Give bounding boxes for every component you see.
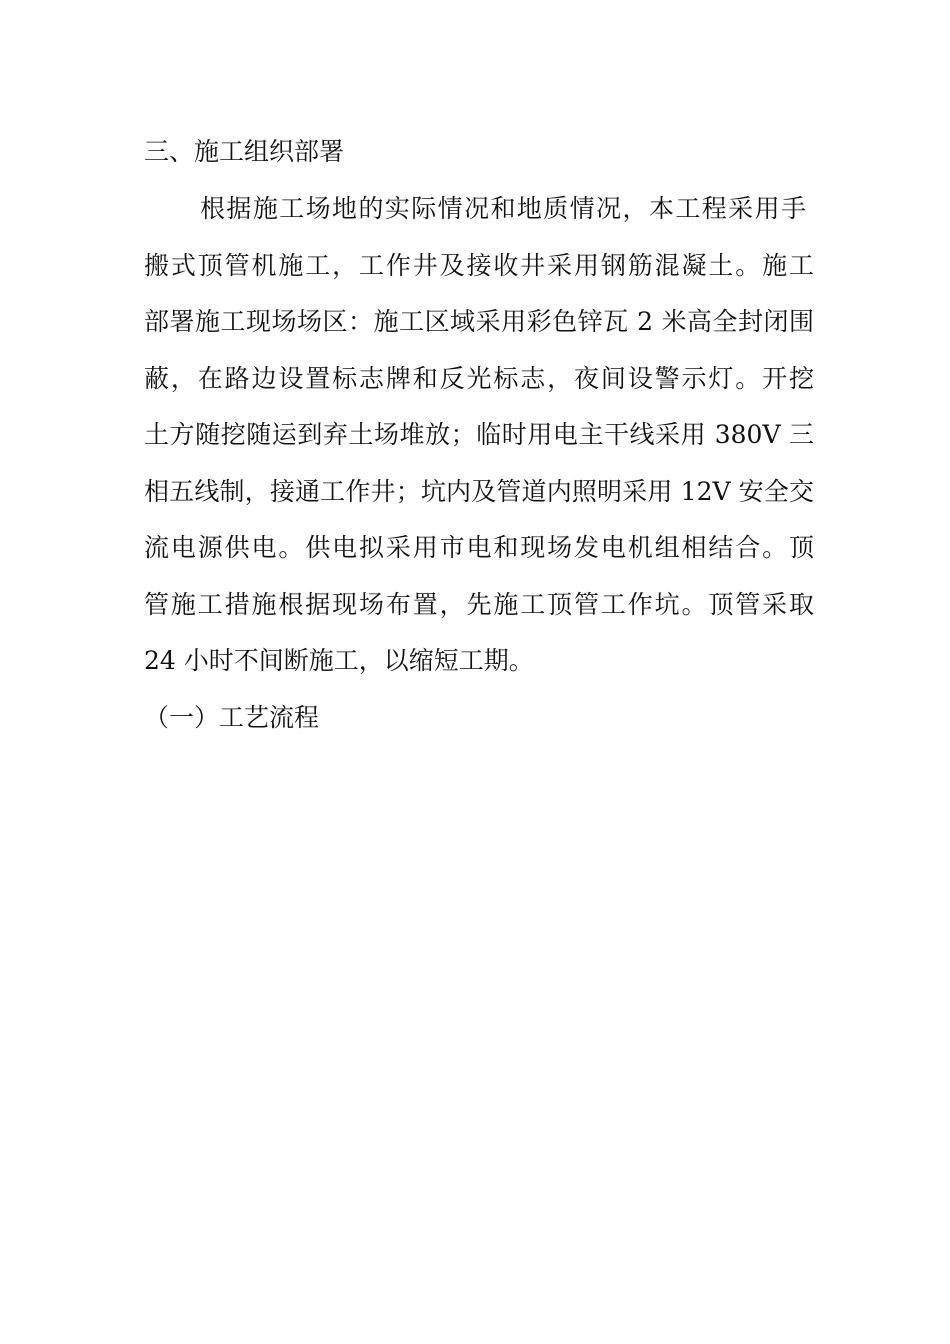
paragraph-line-5: 土方随挖随运到弃土场堆放；临时用电主干线采用 380V 三	[144, 420, 814, 449]
paragraph-line-2: 搬式顶管机施工，工作井及接收井采用钢筋混凝土。施工	[144, 251, 814, 280]
subsection-heading: （一）工艺流程	[144, 703, 320, 732]
paragraph-line-7: 流电源供电。供电拟采用市电和现场发电机组相结合。顶	[144, 533, 814, 562]
paragraph-line-3: 部署施工现场场区：施工区域采用彩色锌瓦 2 米高全封闭围	[144, 307, 814, 336]
paragraph-line-6: 相五线制，接通工作井；坑内及管道内照明采用 12V 安全交	[144, 477, 814, 506]
paragraph-line-1: 根据施工场地的实际情况和地质情况，本工程采用手	[200, 194, 806, 223]
paragraph-line-8: 管施工措施根据现场布置，先施工顶管工作坑。顶管采取	[144, 590, 814, 619]
section-heading: 三、施工组织部署	[144, 137, 345, 166]
paragraph-line-4: 蔽，在路边设置标志牌和反光标志，夜间设警示灯。开挖	[144, 364, 814, 393]
paragraph-line-9: 24 小时不间断施工，以缩短工期。	[144, 646, 534, 675]
